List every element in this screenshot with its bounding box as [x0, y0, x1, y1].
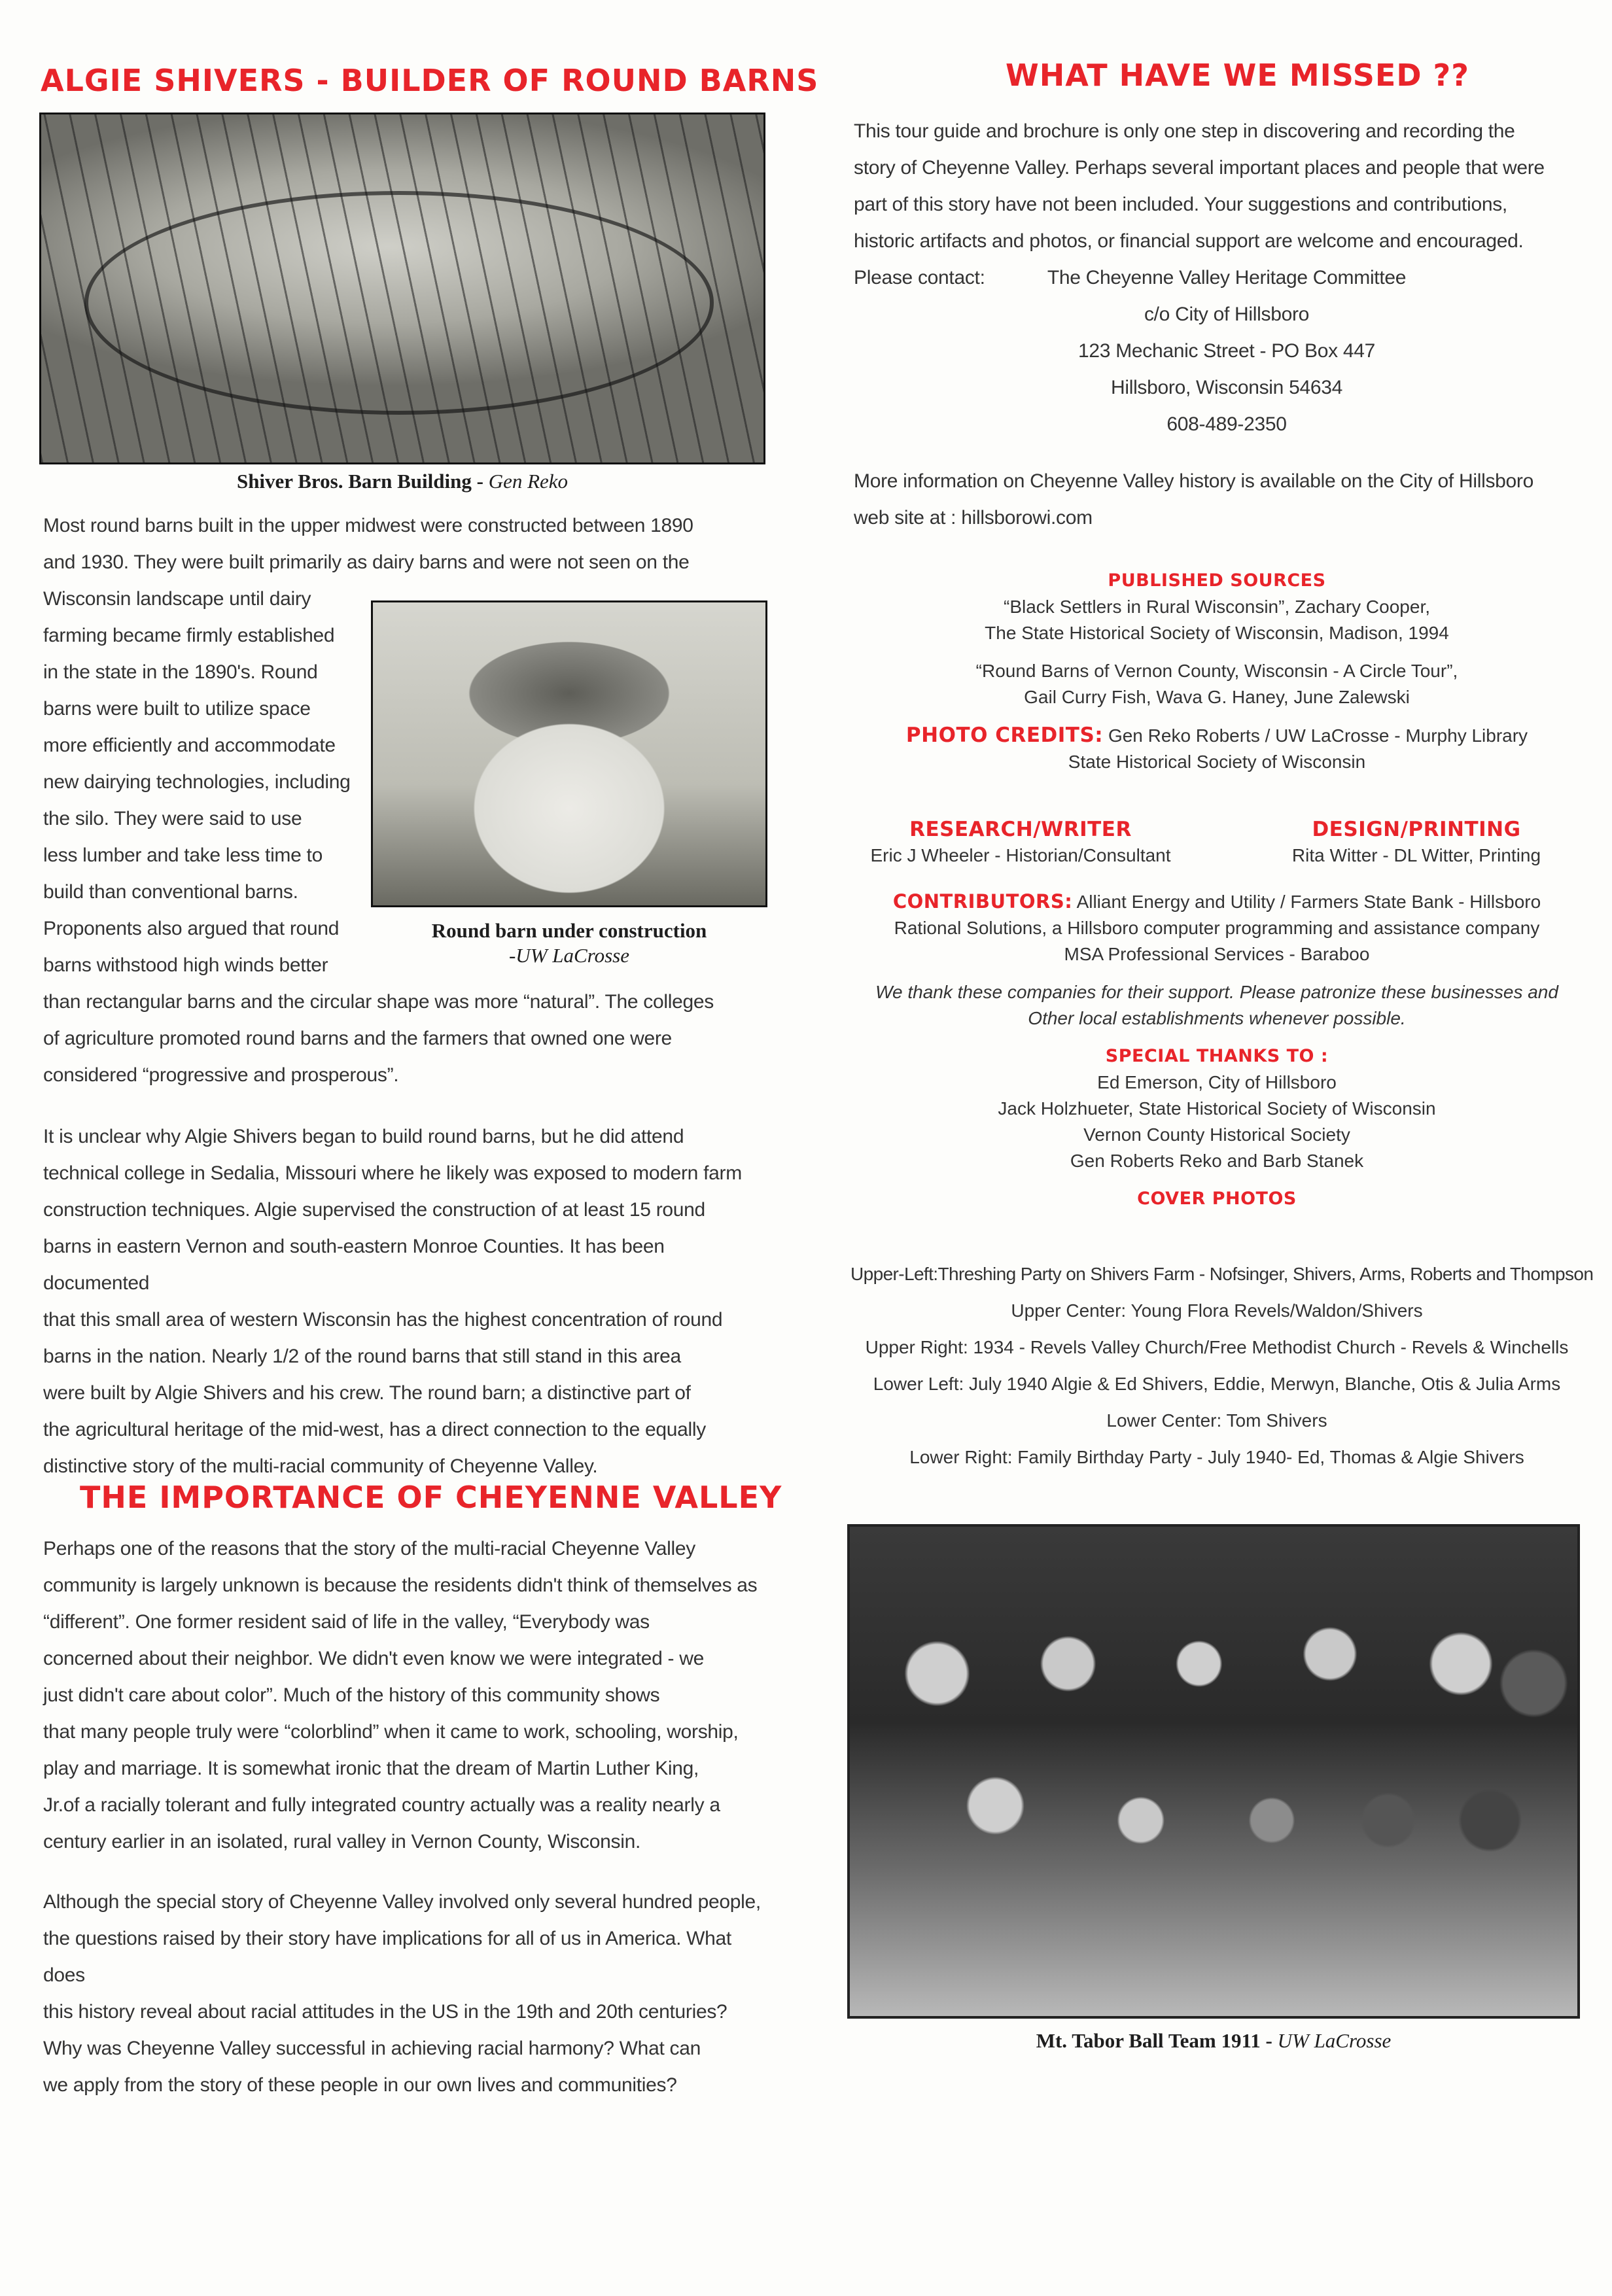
photo-credits-line2: State Historical Society of Wisconsin: [1068, 752, 1366, 772]
source-line: “Round Barns of Vernon County, Wisconsin - A Circle Tour”,: [975, 661, 1458, 681]
text-line: barns withstood high winds better: [43, 954, 328, 976]
thanks-note-line2: Other local establishments whenever possible.: [1028, 1008, 1406, 1028]
text-line: less lumber and take less time to: [43, 844, 323, 866]
contact-label: Please contact:: [854, 267, 985, 288]
contact-line: c/o City of Hillsboro: [1144, 304, 1310, 325]
text-line: farming became firmly established: [43, 625, 335, 646]
contact-address: [1021, 260, 1433, 443]
text-line: considered “progressive and prosperous”.: [43, 1064, 399, 1086]
contributors-line1: [850, 888, 1583, 915]
paragraph1-tail: [43, 984, 769, 1094]
text-line: It is unclear why Algie Shivers began to build round barns, but he did attend: [43, 1126, 684, 1147]
intro-paragraph: [854, 113, 1586, 260]
text-line: more efficiently and accommodate: [43, 735, 336, 756]
text-line: of agriculture promoted round barns and the farmers that owned one were: [43, 1028, 672, 1049]
special-thanks-title: SPECIAL THANKS TO :: [1105, 1046, 1329, 1066]
text-line: century earlier in an isolated, rural valley in Vernon County, Wisconsin.: [43, 1831, 640, 1852]
photo-shiver-bros-barn-building: [39, 113, 765, 464]
text-line: Most round barns built in the upper midwest were constructed between 1890: [43, 515, 693, 536]
design-printing-value: Rita Witter - DL Witter, Printing: [1291, 845, 1541, 865]
text-line: technical college in Sedalia, Missouri where he likely was exposed to modern farm: [43, 1162, 742, 1184]
text-line: Proponents also argued that round: [43, 918, 340, 939]
cover-photo-line: Lower Center: Tom Shivers: [1106, 1410, 1327, 1431]
contact-line: Hillsboro, Wisconsin 54634: [1110, 377, 1343, 398]
paragraph3: [43, 1531, 769, 1860]
text-line: this history reveal about racial attitudes in the US in the 19th and 20th centuries?: [43, 2001, 727, 2023]
text-line: concerned about their neighbor. We didn't even know we were integrated - we: [43, 1648, 704, 1669]
thanks-note-line1: We thank these companies for their support. Please patronize these businesses and: [875, 982, 1558, 1002]
text-line: barns were built to utilize space: [43, 698, 311, 720]
cover-photo-line: Lower Left: July 1940 Algie & Ed Shivers, Eddie, Merwyn, Blanche, Otis & Julia Arms: [873, 1374, 1561, 1394]
more-info-paragraph: [854, 463, 1586, 536]
contributors-line2: Rational Solutions, a Hillsboro computer programming and assistance company: [894, 918, 1540, 938]
text-line: Why was Cheyenne Valley successful in achieving racial harmony? What can: [43, 2038, 701, 2059]
cover-photos-title: COVER PHOTOS: [1137, 1189, 1297, 1209]
special-thanks-line: Vernon County Historical Society: [1083, 1124, 1350, 1145]
research-writer-block: [850, 816, 1191, 869]
text-line: new dairying technologies, including: [43, 771, 351, 793]
cover-photo-line: Upper Center: Young Flora Revels/Waldon/Shivers: [1011, 1300, 1423, 1321]
special-thanks-line: Gen Roberts Reko and Barb Stanek: [1070, 1151, 1364, 1171]
text-line: in the state in the 1890's. Round: [43, 661, 318, 683]
source-line: The State Historical Society of Wisconsin, Madison, 1994: [985, 623, 1449, 643]
text-line: barns in eastern Vernon and south-eastern Monroe Counties. It has been documented: [43, 1236, 665, 1294]
photo-mt-tabor-ball-team: [847, 1524, 1580, 2019]
contributors-line3: MSA Professional Services - Baraboo: [1064, 944, 1370, 964]
caption-photo2: [371, 918, 767, 968]
contributors-value: Alliant Energy and Utility / Farmers State Bank - Hillsboro: [1072, 892, 1541, 912]
text-line: the silo. They were said to use: [43, 808, 302, 829]
text-line: story of Cheyenne Valley. Perhaps several important places and people that were: [854, 157, 1545, 179]
contact-line: 123 Mechanic Street - PO Box 447: [1078, 340, 1375, 362]
text-line: just didn't care about color”. Much of the history of this community shows: [43, 1684, 660, 1706]
caption-photo2-credit: -UW LaCrosse: [508, 944, 629, 967]
research-writer-label: RESEARCH/WRITER: [909, 818, 1132, 841]
text-line: that this small area of western Wisconsin has the highest concentration of round: [43, 1309, 723, 1331]
text-line: Jr.of a racially tolerant and fully integrated country actually was a reality nearly a: [43, 1794, 720, 1816]
text-line: than rectangular barns and the circular shape was more “natural”. The colleges: [43, 991, 714, 1013]
text-line: community is largely unknown is because the residents didn't think of themselves as: [43, 1574, 758, 1596]
text-line: the questions raised by their story have implications for all of us in America. What does: [43, 1928, 731, 1986]
contributors-block: [850, 888, 1583, 1212]
cover-photo-line: Lower Right: Family Birthday Party - July 1940- Ed, Thomas & Algie Shivers: [909, 1447, 1524, 1467]
caption-photo1-main: Shiver Bros. Barn Building -: [236, 470, 483, 493]
contributors-label: CONTRIBUTORS:: [892, 890, 1073, 913]
photo-credits-label: PHOTO CREDITS:: [905, 723, 1104, 747]
caption-photo1: [39, 470, 765, 493]
text-line: Wisconsin landscape until dairy: [43, 588, 311, 610]
text-line: barns in the nation. Nearly 1/2 of the round barns that still stand in this area: [43, 1346, 681, 1367]
photo-round-barn-under-construction: [371, 600, 767, 907]
cover-photo-line: Upper Right: 1934 - Revels Valley Church/Free Methodist Church - Revels & Winchells: [865, 1337, 1569, 1357]
contact-line: The Cheyenne Valley Heritage Committee: [1047, 267, 1407, 288]
special-thanks-line: Jack Holzhueter, State Historical Society of Wisconsin: [998, 1098, 1436, 1119]
caption-team-main: Mt. Tabor Ball Team 1911 -: [1036, 2029, 1272, 2052]
text-line: part of this story have not been included. Your suggestions and contributions,: [854, 194, 1507, 215]
paragraph2: [43, 1119, 769, 1485]
cover-photo-line: Upper-Left:Threshing Party on Shivers Farm - Nofsinger, Shivers, Arms, Roberts and Thompson: [850, 1264, 1594, 1284]
caption-photo1-credit: Gen Reko: [488, 470, 569, 493]
text-line: that many people truly were “colorblind” when it came to work, schooling, worship,: [43, 1721, 739, 1743]
heading-importance-cheyenne-valley: THE IMPORTANCE OF CHEYENNE VALLEY: [80, 1480, 782, 1515]
text-line: Perhaps one of the reasons that the story of the multi-racial Cheyenne Valley: [43, 1538, 695, 1559]
paragraph4: [43, 1884, 769, 2104]
design-printing-label: DESIGN/PRINTING: [1312, 818, 1521, 841]
text-line: the agricultural heritage of the mid-west, has a direct connection to the equally: [43, 1419, 706, 1440]
text-line: distinctive story of the multi-racial community of Cheyenne Valley.: [43, 1455, 598, 1477]
paragraph1-wrap: [43, 581, 370, 984]
caption-team-photo: [847, 2029, 1580, 2053]
source-line: Gail Curry Fish, Wava G. Haney, June Zalewski: [1024, 687, 1410, 707]
caption-team-credit: UW LaCrosse: [1277, 2029, 1392, 2052]
text-line: and 1930. They were built primarily as dairy barns and were not seen on the: [43, 551, 690, 573]
text-line: “different”. One former resident said of life in the valley, “Everybody was: [43, 1611, 650, 1633]
photo-credits-value: Gen Reko Roberts / UW LaCrosse - Murphy Library: [1103, 725, 1528, 746]
heading-what-have-we-missed: WHAT HAVE WE MISSED ??: [1006, 58, 1469, 93]
published-sources-title: PUBLISHED SOURCES: [1108, 570, 1326, 591]
text-line: play and marriage. It is somewhat ironic that the dream of Martin Luther King,: [43, 1758, 699, 1779]
text-line: historic artifacts and photos, or financial support are welcome and encouraged.: [854, 230, 1524, 252]
research-writer-value: Eric J Wheeler - Historian/Consultant: [870, 845, 1171, 865]
text-line: This tour guide and brochure is only one step in discovering and recording the: [854, 120, 1515, 142]
text-line: construction techniques. Algie supervised the construction of at least 15 round: [43, 1199, 705, 1221]
caption-photo2-main: Round barn under construction: [431, 919, 707, 942]
design-printing-block: [1246, 816, 1586, 869]
text-line: were built by Algie Shivers and his crew. The round barn; a distinctive part of: [43, 1382, 691, 1404]
source-line: “Black Settlers in Rural Wisconsin”, Zachary Cooper,: [1004, 597, 1430, 617]
text-line: web site at : hillsborowi.com: [854, 507, 1093, 529]
paragraph1-full: [43, 508, 769, 581]
cover-photos-list: [850, 1256, 1594, 1476]
credits-block: [850, 568, 1583, 775]
heading-algie-shivers: ALGIE SHIVERS - BUILDER OF ROUND BARNS: [41, 63, 819, 98]
special-thanks-line: Ed Emerson, City of Hillsboro: [1097, 1072, 1337, 1092]
text-line: More information on Cheyenne Valley history is available on the City of Hillsboro: [854, 470, 1534, 492]
photo-credits-line: [850, 722, 1583, 749]
text-line: we apply from the story of these people in our own lives and communities?: [43, 2074, 677, 2096]
text-line: Although the special story of Cheyenne Valley involved only several hundred people,: [43, 1891, 761, 1913]
text-line: build than conventional barns.: [43, 881, 298, 903]
contact-line: 608-489-2350: [1166, 413, 1287, 435]
